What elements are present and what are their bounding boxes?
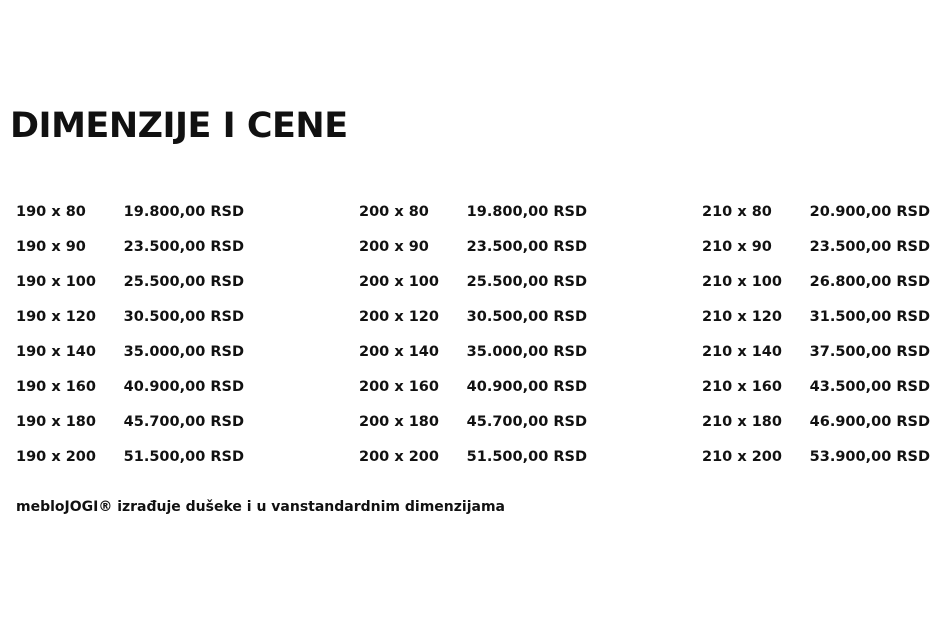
price-row — [16, 302, 244, 337]
price-row — [359, 197, 587, 232]
dimension-label: 190 x 140 — [16, 344, 96, 360]
price-column-200 — [359, 197, 587, 477]
price-column-210 — [702, 197, 930, 477]
custom-dimensions-note: mebloJOGI® izrađuje dušeke i u vanstandardnim dimenzijama — [16, 499, 505, 515]
price-row — [702, 372, 930, 407]
dimension-label: 200 x 80 — [359, 204, 429, 220]
price-value: 23.500,00 RSD — [809, 239, 930, 255]
price-value: 31.500,00 RSD — [809, 309, 930, 325]
page-title: DIMENZIJE I CENE — [10, 106, 348, 146]
price-value: 23.500,00 RSD — [466, 239, 587, 255]
price-row — [359, 442, 587, 477]
price-value: 53.900,00 RSD — [809, 449, 930, 465]
price-value: 19.800,00 RSD — [123, 204, 244, 220]
dimension-label: 200 x 200 — [359, 449, 439, 465]
price-value: 20.900,00 RSD — [809, 204, 930, 220]
price-column-190 — [16, 197, 244, 477]
dimension-label: 200 x 140 — [359, 344, 439, 360]
price-row — [359, 337, 587, 372]
price-value: 26.800,00 RSD — [809, 274, 930, 290]
dimension-label: 200 x 160 — [359, 379, 439, 395]
dimension-label: 210 x 180 — [702, 414, 782, 430]
dimension-label: 190 x 80 — [16, 204, 86, 220]
dimension-label: 200 x 100 — [359, 274, 439, 290]
price-value: 51.500,00 RSD — [466, 449, 587, 465]
dimension-label: 210 x 140 — [702, 344, 782, 360]
price-row — [702, 197, 930, 232]
price-row — [702, 337, 930, 372]
dimension-label: 210 x 100 — [702, 274, 782, 290]
dimension-label: 200 x 90 — [359, 239, 429, 255]
dimension-label: 190 x 200 — [16, 449, 96, 465]
dimension-label: 190 x 90 — [16, 239, 86, 255]
price-value: 35.000,00 RSD — [123, 344, 244, 360]
price-value: 40.900,00 RSD — [466, 379, 587, 395]
dimension-label: 200 x 120 — [359, 309, 439, 325]
price-row — [702, 442, 930, 477]
price-value: 23.500,00 RSD — [123, 239, 244, 255]
price-row — [702, 267, 930, 302]
price-row — [16, 232, 244, 267]
price-row — [702, 302, 930, 337]
price-row — [359, 267, 587, 302]
price-value: 30.500,00 RSD — [123, 309, 244, 325]
dimension-label: 190 x 120 — [16, 309, 96, 325]
price-value: 35.000,00 RSD — [466, 344, 587, 360]
price-row — [702, 232, 930, 267]
price-value: 25.500,00 RSD — [123, 274, 244, 290]
dimension-label: 210 x 160 — [702, 379, 782, 395]
price-row — [16, 442, 244, 477]
price-row — [16, 267, 244, 302]
price-row — [359, 302, 587, 337]
dimension-label: 190 x 160 — [16, 379, 96, 395]
price-row — [16, 337, 244, 372]
dimension-label: 210 x 90 — [702, 239, 772, 255]
dimension-label: 190 x 180 — [16, 414, 96, 430]
price-value: 37.500,00 RSD — [809, 344, 930, 360]
price-value: 45.700,00 RSD — [123, 414, 244, 430]
dimension-label: 210 x 120 — [702, 309, 782, 325]
price-value: 19.800,00 RSD — [466, 204, 587, 220]
price-value: 25.500,00 RSD — [466, 274, 587, 290]
dimension-label: 210 x 80 — [702, 204, 772, 220]
dimension-label: 200 x 180 — [359, 414, 439, 430]
price-value: 43.500,00 RSD — [809, 379, 930, 395]
price-value: 45.700,00 RSD — [466, 414, 587, 430]
price-row — [16, 372, 244, 407]
price-row — [359, 232, 587, 267]
dimension-label: 210 x 200 — [702, 449, 782, 465]
price-value: 40.900,00 RSD — [123, 379, 244, 395]
price-value: 46.900,00 RSD — [809, 414, 930, 430]
price-value: 30.500,00 RSD — [466, 309, 587, 325]
price-row — [702, 407, 930, 442]
price-row — [16, 197, 244, 232]
price-row — [359, 372, 587, 407]
price-row — [359, 407, 587, 442]
price-value: 51.500,00 RSD — [123, 449, 244, 465]
dimension-label: 190 x 100 — [16, 274, 96, 290]
price-row — [16, 407, 244, 442]
